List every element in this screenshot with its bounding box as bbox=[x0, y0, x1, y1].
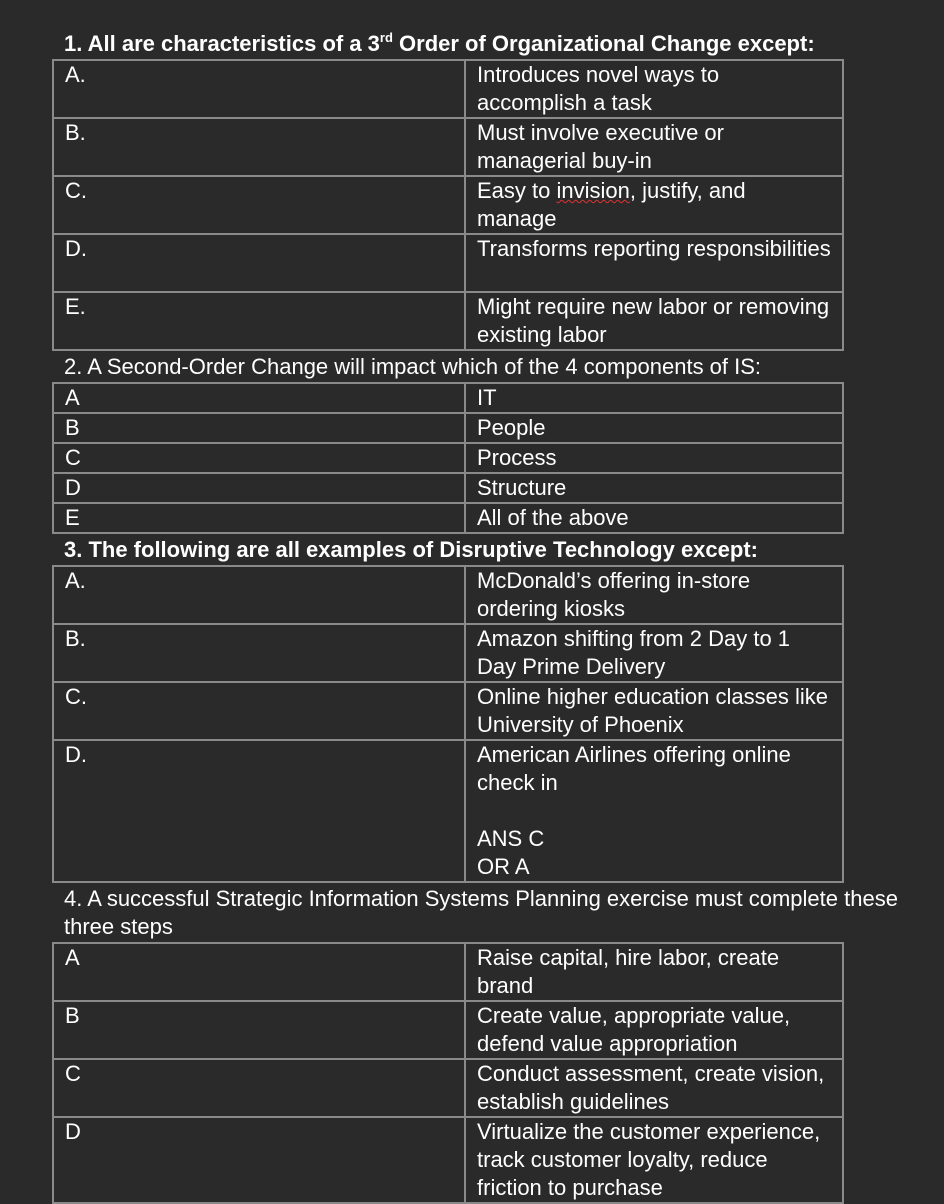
ordinal-suffix: rd bbox=[379, 30, 393, 45]
option-text-part: Easy to bbox=[477, 178, 557, 203]
table-row bbox=[53, 60, 843, 118]
option-text: Introduces novel ways to accomplish a task bbox=[465, 60, 843, 118]
option-letter: E. bbox=[53, 292, 465, 350]
option-letter: B bbox=[53, 1001, 465, 1059]
option-letter: A. bbox=[53, 566, 465, 624]
question-2-title: 2. A Second-Order Change will impact which of the 4 components of IS: bbox=[64, 354, 762, 379]
table-row bbox=[53, 176, 843, 234]
option-letter: C bbox=[53, 1059, 465, 1117]
option-letter: C. bbox=[53, 682, 465, 740]
answer-note: OR A bbox=[477, 854, 530, 879]
option-letter: D bbox=[53, 473, 465, 503]
option-text: Virtualize the customer experience, track customer loyalty, reduce friction to purchase bbox=[465, 1117, 843, 1203]
option-letter: D bbox=[53, 1117, 465, 1203]
option-letter: C bbox=[53, 443, 465, 473]
option-text-part: , justify, and manage bbox=[477, 178, 746, 231]
option-letter: B bbox=[53, 413, 465, 443]
table-row bbox=[53, 118, 843, 176]
table-row bbox=[53, 383, 843, 413]
spacer bbox=[477, 797, 831, 825]
option-text: Amazon shifting from 2 Day to 1 Day Prime Delivery bbox=[465, 624, 843, 682]
table-row bbox=[53, 943, 843, 1001]
option-text: Structure bbox=[465, 473, 843, 503]
option-text: IT bbox=[465, 383, 843, 413]
table-row bbox=[53, 1001, 843, 1059]
option-text: Must involve executive or managerial buy-in bbox=[465, 118, 843, 176]
option-text: Process bbox=[465, 443, 843, 473]
question-1-table bbox=[52, 59, 844, 351]
option-text: Raise capital, hire labor, create brand bbox=[465, 943, 843, 1001]
document bbox=[52, 22, 932, 1204]
table-row bbox=[53, 443, 843, 473]
option-text bbox=[465, 740, 843, 882]
option-text: All of the above bbox=[465, 503, 843, 533]
table-row bbox=[53, 624, 843, 682]
table-row bbox=[53, 503, 843, 533]
table-row bbox=[53, 473, 843, 503]
option-letter: C. bbox=[53, 176, 465, 234]
option-text bbox=[465, 176, 843, 234]
option-text: Conduct assessment, create vision, establish guidelines bbox=[465, 1059, 843, 1117]
table-row bbox=[53, 234, 843, 292]
answer-note: ANS C bbox=[477, 826, 545, 851]
option-text: Might require new labor or removing existing labor bbox=[465, 292, 843, 350]
option-letter: D. bbox=[53, 234, 465, 292]
option-text: People bbox=[465, 413, 843, 443]
table-row bbox=[53, 1059, 843, 1117]
option-letter: E bbox=[53, 503, 465, 533]
table-row bbox=[53, 682, 843, 740]
option-letter: A. bbox=[53, 60, 465, 118]
table-row bbox=[53, 413, 843, 443]
option-letter: A bbox=[53, 943, 465, 1001]
table-row bbox=[53, 292, 843, 350]
misspelled-word: invision bbox=[556, 178, 630, 203]
question-4-title: 4. A successful Strategic Information Systems Planning exercise must complete these three steps bbox=[64, 886, 898, 939]
table-row bbox=[53, 740, 843, 882]
question-1-text: 1. All are characteristics of a 3 bbox=[64, 31, 380, 56]
option-text: Transforms reporting responsibilities bbox=[465, 234, 843, 292]
question-4-table bbox=[52, 942, 844, 1204]
option-text: Online higher education classes like University of Phoenix bbox=[465, 682, 843, 740]
option-text-line: American Airlines offering online check in bbox=[477, 742, 791, 795]
question-2-table bbox=[52, 382, 844, 534]
table-row bbox=[53, 566, 843, 624]
question-3-title: 3. The following are all examples of Disruptive Technology except: bbox=[64, 537, 758, 562]
option-letter: A bbox=[53, 383, 465, 413]
option-text: McDonald’s offering in-store ordering kiosks bbox=[465, 566, 843, 624]
option-text: Create value, appropriate value, defend value appropriation bbox=[465, 1001, 843, 1059]
option-letter: B. bbox=[53, 624, 465, 682]
question-1-title bbox=[52, 24, 932, 58]
table-row bbox=[53, 1117, 843, 1203]
option-letter: D. bbox=[53, 740, 465, 882]
option-letter: B. bbox=[53, 118, 465, 176]
question-1-text-rest: Order of Organizational Change except: bbox=[392, 31, 815, 56]
question-3-table bbox=[52, 565, 844, 883]
